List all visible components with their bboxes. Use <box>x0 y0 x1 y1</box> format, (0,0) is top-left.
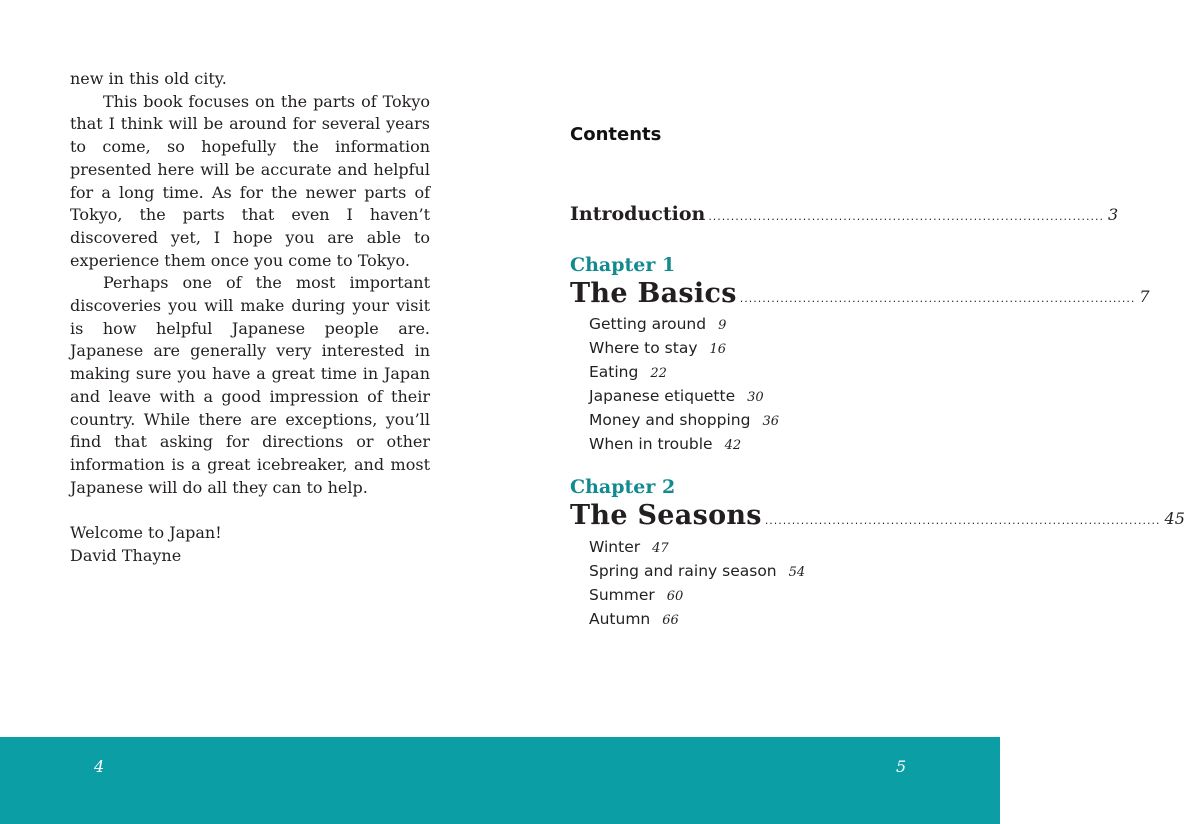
section-title: Japanese etiquette <box>589 387 736 405</box>
section-entry[interactable] <box>589 607 805 631</box>
footer-band <box>0 737 1000 824</box>
section-title: Getting around <box>589 315 707 333</box>
chapter-title: The Seasons <box>570 500 762 531</box>
section-title: Winter <box>589 538 641 556</box>
toc-entry-page: 7 <box>1139 287 1150 306</box>
toc-entry-chapter-2[interactable] <box>570 500 1185 531</box>
section-page: 30 <box>747 390 764 405</box>
section-title: Money and shopping <box>589 411 751 429</box>
chapter-label: Chapter 2 <box>570 476 676 498</box>
page-number-right: 5 <box>896 757 907 776</box>
left-page <box>0 0 500 737</box>
section-page: 42 <box>724 438 742 453</box>
section-entry[interactable] <box>589 583 805 607</box>
toc-entry-page: 3 <box>1108 205 1119 224</box>
section-page: 54 <box>788 565 806 580</box>
section-entry[interactable] <box>589 535 805 559</box>
contents-heading: Contents <box>570 124 662 145</box>
section-title: Autumn <box>589 610 651 628</box>
toc-entry-chapter-1[interactable] <box>570 278 1150 309</box>
page-number-left: 4 <box>94 757 105 776</box>
section-page: 47 <box>652 541 669 556</box>
section-entry[interactable] <box>589 384 779 408</box>
section-title: Summer <box>589 586 655 604</box>
dot-leader: ........................................................................................ <box>764 514 1161 527</box>
toc-entry-page: 45 <box>1164 509 1185 528</box>
section-page: 66 <box>662 613 679 628</box>
section-entry[interactable] <box>589 336 779 360</box>
paragraph: new in this old city. <box>70 69 227 88</box>
dot-leader: ........................................................................................ <box>708 210 1105 223</box>
section-entry[interactable] <box>589 432 779 456</box>
section-entry[interactable] <box>589 408 779 432</box>
section-page: 22 <box>650 366 667 381</box>
section-title: When in trouble <box>589 435 713 453</box>
section-entry[interactable] <box>589 559 805 583</box>
toc-entry-title: Introduction <box>570 203 706 225</box>
paragraph: Perhaps one of the most important discoveries you will make during your visit is how helpful Japanese people are. Japanese are generally very interested in making sure you have a great time in Japan and leave with a good impression of their country. While there are exceptions, you’ll find that asking for directions or other information is a great icebreaker, and most Japanese will do all they can to help. <box>70 273 430 497</box>
chapter-title: The Basics <box>570 278 737 309</box>
section-title: Eating <box>589 363 639 381</box>
paragraph: This book focuses on the parts of Tokyo that I think will be around for several years to come, so hopefully the information presented here will be accurate and helpful for a long time. As for the newer parts of Tokyo, the parts that even I haven’t discovered yet, I hope you are able to experience them once you come to Tokyo. <box>70 91 430 270</box>
section-page: 16 <box>709 342 727 357</box>
section-entry[interactable] <box>589 360 779 384</box>
section-page: 60 <box>666 589 684 604</box>
chapter-label: Chapter 1 <box>570 254 676 276</box>
section-title: Spring and rainy season <box>589 562 777 580</box>
author-signature: David Thayne <box>70 545 182 565</box>
body-text <box>70 68 430 567</box>
section-title: Where to stay <box>589 339 698 357</box>
chapter-2-sections <box>589 535 805 631</box>
section-page: 36 <box>762 414 779 429</box>
chapter-1-sections <box>589 312 779 456</box>
toc-entry-introduction[interactable] <box>570 203 1119 225</box>
closing-line: Welcome to Japan! <box>70 523 222 543</box>
dot-leader: ........................................................................................ <box>739 292 1136 305</box>
section-page: 9 <box>718 318 727 333</box>
right-page <box>500 0 1185 737</box>
section-entry[interactable] <box>589 312 779 336</box>
